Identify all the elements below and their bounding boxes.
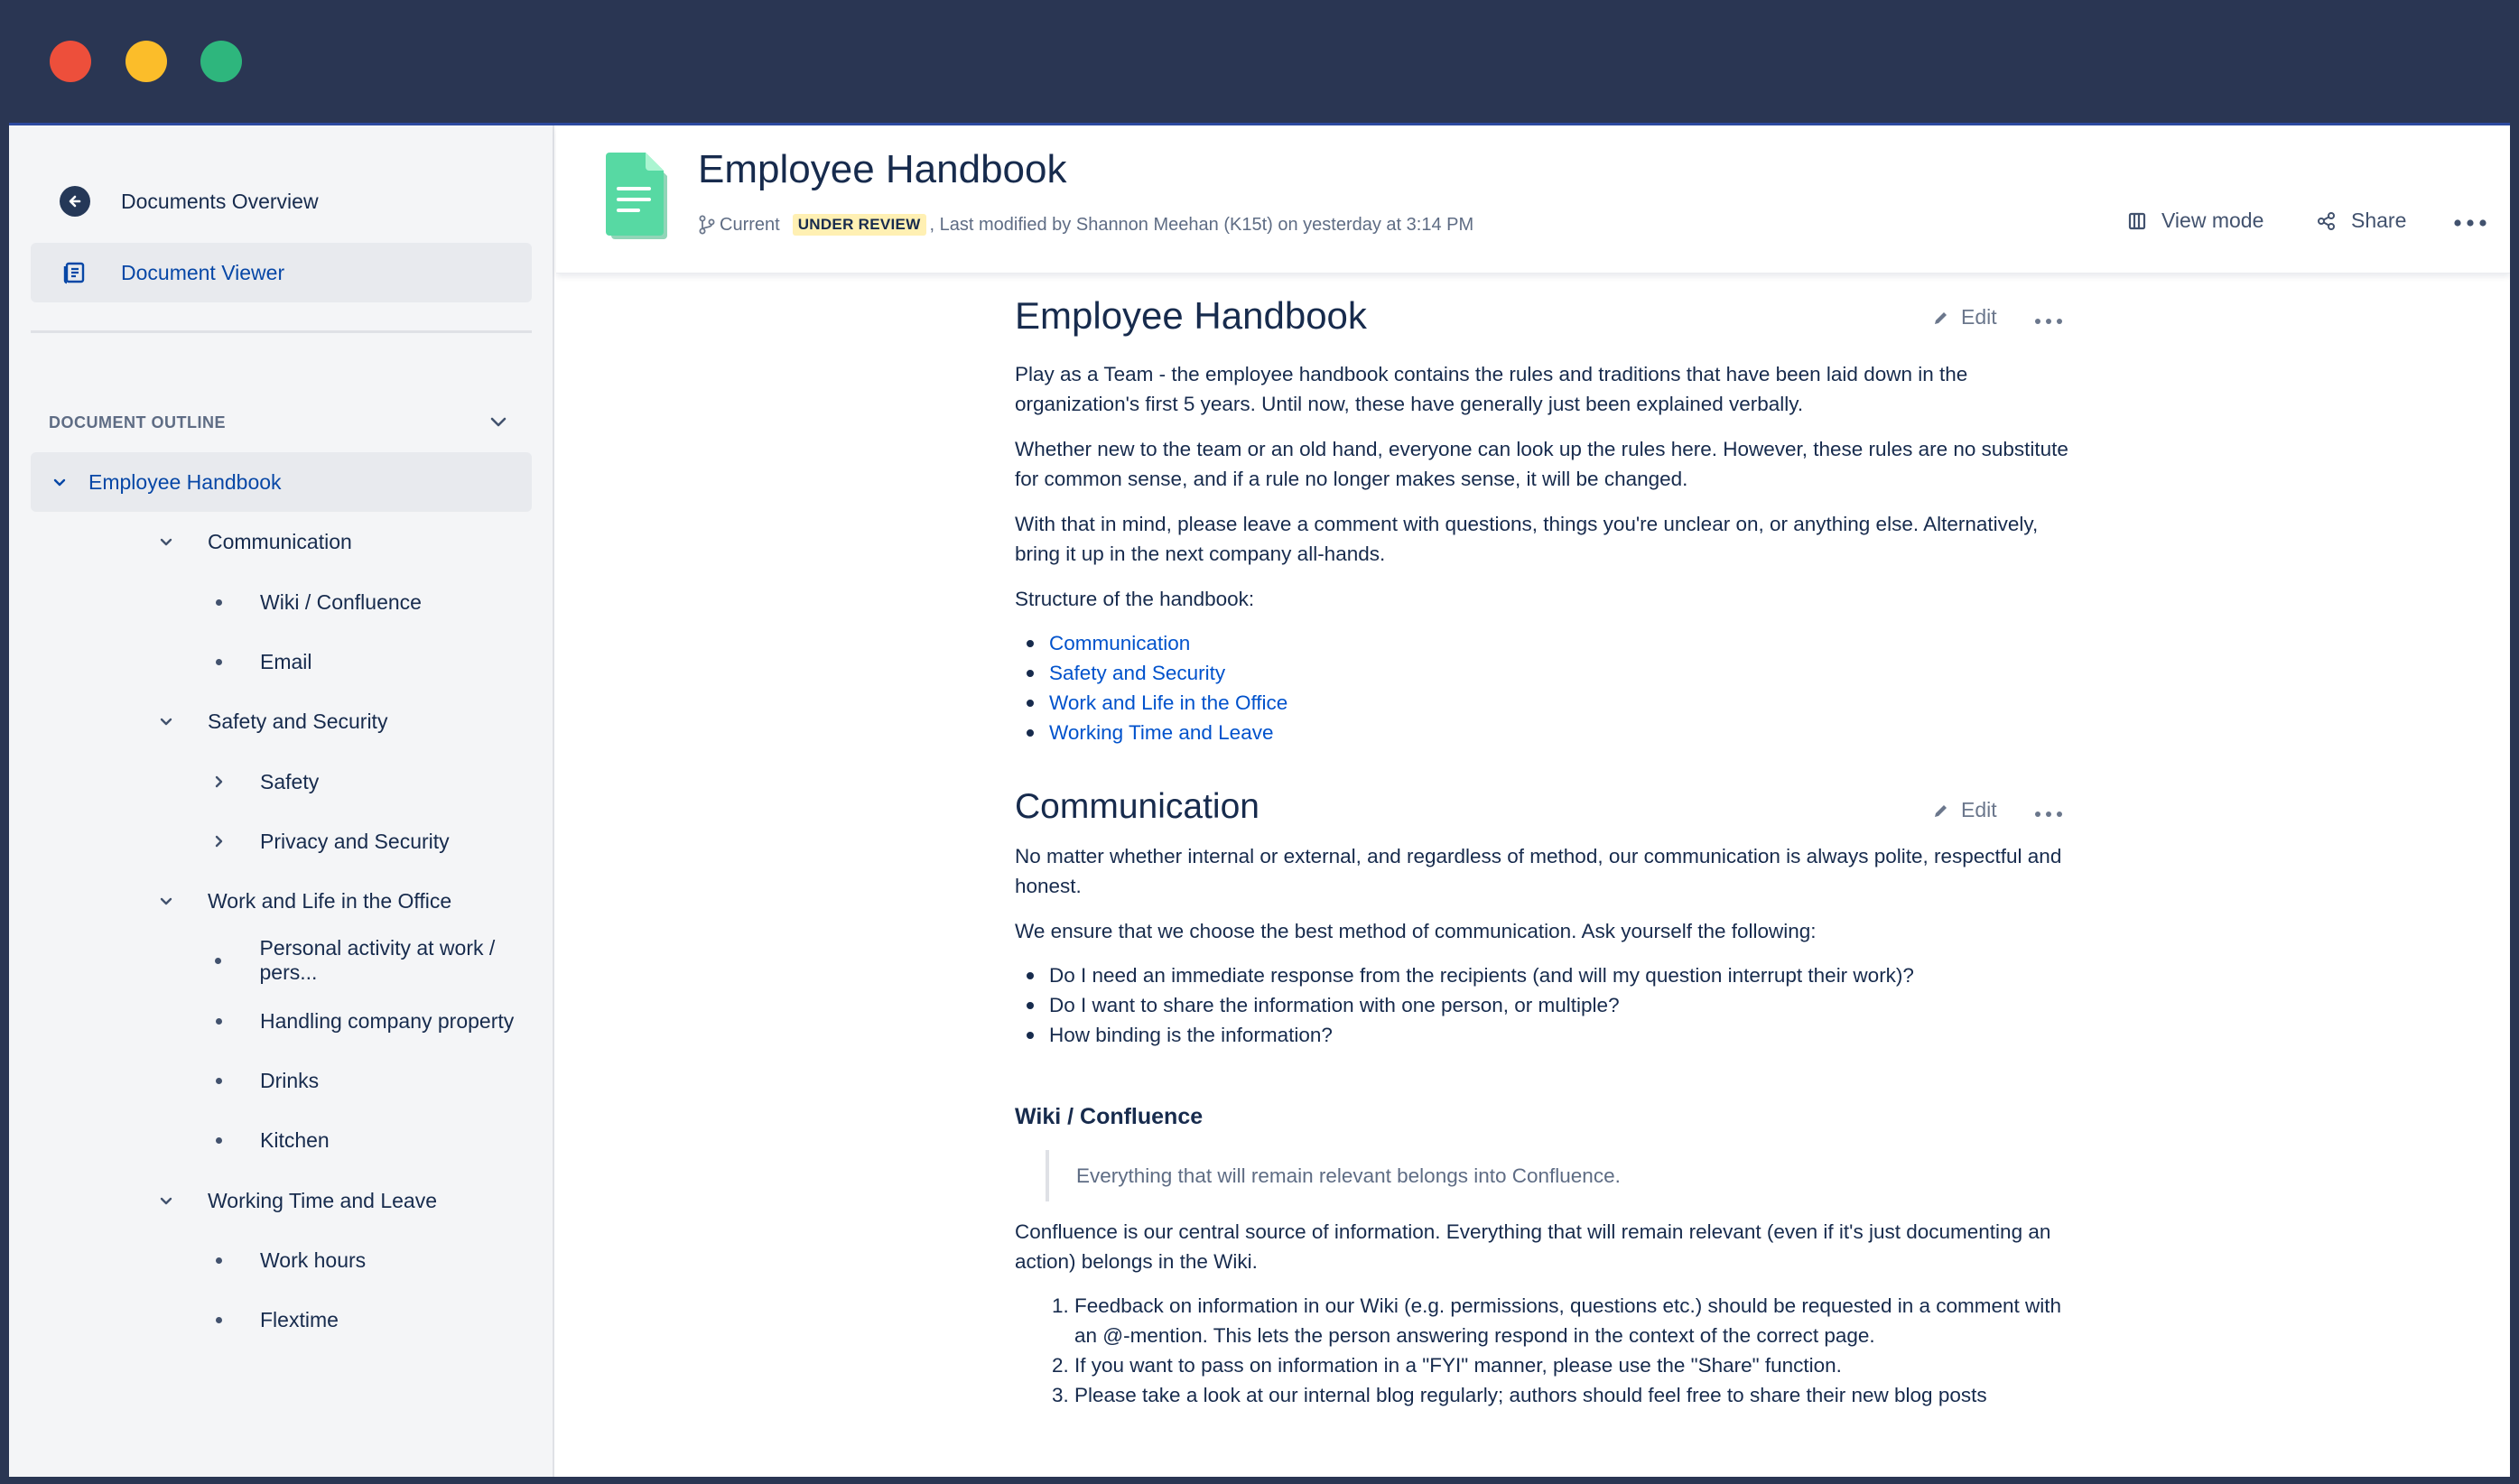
edit-label: Edit (1961, 305, 1997, 329)
intro-paragraph: Whether new to the team or an old hand, everyone can look up the rules here. However, these rules are no substitute for common sense, and if a rule no longer makes sense, it will be changed. (1015, 438, 2068, 490)
list-item: 2. If you want to pass on information in a "FYI" manner, please use the "Share" function. (1074, 1350, 2071, 1380)
structure-link-list (1015, 628, 2071, 747)
outline-item-label: Kitchen (260, 1127, 330, 1152)
communication-paragraph: No matter whether internal or external, and regardless of method, our communication is always polite, respectful and honest. (1015, 845, 2062, 897)
window-titlebar (0, 0, 2519, 123)
edit-button[interactable] (1932, 305, 1997, 329)
share-button[interactable] (2317, 209, 2406, 233)
outline-item-label: Wiki / Confluence (260, 589, 422, 614)
outline-item[interactable] (208, 1290, 339, 1350)
structure-link[interactable]: Work and Life in the Office (1049, 691, 1288, 714)
outline-item-label: Employee Handbook (88, 469, 282, 494)
outline-item-label: Personal activity at work / pers... (259, 936, 496, 984)
outline-item-label: Privacy and Security (260, 829, 450, 853)
list-item: 3. Please take a look at our internal blog regularly; authors should feel free to share their new blog posts (1074, 1380, 2071, 1410)
outline-item[interactable] (208, 991, 514, 1051)
share-label: Share (2351, 209, 2407, 232)
more-options-icon[interactable] (2033, 805, 2064, 823)
share-icon (2317, 211, 2337, 231)
last-modified-text: , Last modified by Shannon Meehan (K15t) on yesterday at 3:14 PM (929, 214, 1474, 235)
close-window-button[interactable] (50, 41, 91, 82)
section-title-communication: Communication (1015, 787, 1260, 826)
list-item: 1. Feedback on information in our Wiki (e.g. permissions, questions etc.) should be requested in a comment with an @-mention. This lets the person answering respond in the context of the correct page. (1074, 1291, 2071, 1350)
maximize-window-button[interactable] (200, 41, 242, 82)
blockquote: Everything that will remain relevant belongs into Confluence. (1046, 1150, 2071, 1201)
wiki-paragraph: Confluence is our central source of information. Everything that will remain relevant (even if it's just documenting an action) belongs in the Wiki. (1015, 1220, 2051, 1273)
document-viewer-link[interactable] (31, 243, 532, 302)
section-title-employee-handbook: Employee Handbook (1015, 294, 1367, 337)
chevron-down-icon[interactable] (49, 471, 70, 493)
minimize-window-button[interactable] (125, 41, 167, 82)
chevron-right-icon[interactable] (208, 830, 229, 852)
document-viewer-icon (58, 255, 92, 290)
structure-link[interactable]: Working Time and Leave (1049, 721, 1274, 744)
view-mode-label: View mode (2161, 209, 2264, 232)
outline-item[interactable] (31, 452, 532, 512)
outline-item[interactable] (208, 632, 312, 691)
outline-item[interactable] (155, 691, 387, 751)
bullet-icon (208, 1129, 229, 1151)
outline-item-label: Flextime (260, 1307, 339, 1331)
bullet-icon (208, 591, 229, 613)
outline-item[interactable] (155, 512, 352, 571)
bullet-icon (208, 1309, 229, 1331)
document-content (1015, 294, 2071, 1410)
bullet-icon (208, 1070, 229, 1091)
sidebar-divider (31, 330, 532, 333)
outline-item[interactable] (208, 572, 422, 632)
chevron-down-icon[interactable] (155, 531, 177, 552)
version-label[interactable]: Current (720, 214, 780, 235)
list-item: How binding is the information? (1049, 1020, 2071, 1050)
more-options-icon[interactable] (2033, 312, 2064, 330)
edit-button[interactable] (1932, 798, 1997, 822)
view-mode-icon (2127, 211, 2147, 231)
outline-item[interactable] (208, 1110, 330, 1170)
list-item (1049, 688, 2071, 718)
section-header-communication (1015, 787, 2071, 841)
outline-item-label: Safety (260, 769, 320, 793)
bullet-icon (208, 651, 229, 672)
outline-item-label: Work and Life in the Office (208, 888, 452, 913)
document-icon (606, 153, 676, 243)
outline-item-label: Working Time and Leave (208, 1188, 437, 1212)
status-badge: UNDER REVIEW (793, 214, 926, 236)
chevron-down-icon[interactable] (155, 890, 177, 912)
documents-overview-label: Documents Overview (121, 189, 319, 213)
list-item (1049, 658, 2071, 688)
bullet-icon (208, 1010, 229, 1032)
outline-item-label: Handling company property (260, 1008, 515, 1033)
list-item (1049, 718, 2071, 747)
list-item: Do I need an immediate response from the recipients (and will my question interrupt their work)? (1049, 960, 2071, 990)
sidebar (9, 125, 554, 1477)
outline-item-label: Communication (208, 529, 352, 553)
documents-overview-link[interactable] (31, 172, 532, 231)
structure-link[interactable]: Communication (1049, 632, 1191, 654)
intro-paragraph: Play as a Team - the employee handbook contains the rules and traditions that have been laid down in the organization's first 5 years. Until now, these have generally just been explained verbally. (1015, 363, 1968, 415)
section-header-employee-handbook (1015, 294, 2071, 348)
outline-item[interactable] (155, 871, 451, 931)
view-mode-button[interactable] (2127, 209, 2263, 233)
bullet-icon (208, 950, 229, 971)
structure-link[interactable]: Safety and Security (1049, 662, 1226, 684)
list-item: Do I want to share the information with one person, or multiple? (1049, 990, 2071, 1020)
subsection-title-wiki: Wiki / Confluence (1015, 1104, 1204, 1129)
chevron-down-icon[interactable] (155, 710, 177, 732)
outline-item[interactable] (155, 1171, 437, 1230)
document-outline-heading: DOCUMENT OUTLINE (49, 413, 226, 431)
page-title: Employee Handbook (698, 147, 1067, 191)
wiki-steps-list (1015, 1291, 2071, 1410)
bullet-icon (208, 1249, 229, 1271)
intro-paragraph: With that in mind, please leave a comment with questions, things you're unclear on, or anything else. Alternatively, bring it up in the next company all-hands. (1015, 513, 2039, 565)
outline-item[interactable] (208, 1051, 319, 1110)
structure-label: Structure of the handbook: (1015, 588, 1255, 610)
communication-question-list (1015, 960, 2071, 1050)
version-branch-icon (698, 215, 716, 235)
chevron-right-icon[interactable] (208, 771, 229, 793)
outline-item[interactable] (208, 1230, 366, 1290)
outline-item-label: Drinks (260, 1068, 320, 1092)
chevron-down-icon[interactable] (486, 409, 511, 434)
list-item (1049, 628, 2071, 658)
page-metadata (698, 214, 1473, 236)
outline-item[interactable] (208, 931, 553, 990)
more-options-icon[interactable] (2452, 212, 2488, 234)
document-viewer-label: Document Viewer (121, 260, 285, 284)
outline-item-label: Work hours (260, 1247, 367, 1272)
outline-item[interactable] (208, 752, 319, 812)
communication-paragraph: We ensure that we choose the best method of communication. Ask yourself the following: (1015, 920, 1817, 942)
outline-item[interactable] (208, 812, 450, 871)
chevron-down-icon[interactable] (155, 1190, 177, 1211)
arrow-left-circle-icon (58, 184, 92, 218)
outline-item-label: Email (260, 649, 312, 673)
edit-label: Edit (1961, 798, 1997, 821)
document-header (556, 125, 2510, 274)
pencil-icon (1932, 309, 1950, 327)
app-body (9, 123, 2510, 1477)
pencil-icon (1932, 802, 1950, 820)
outline-item-label: Safety and Security (208, 709, 388, 733)
